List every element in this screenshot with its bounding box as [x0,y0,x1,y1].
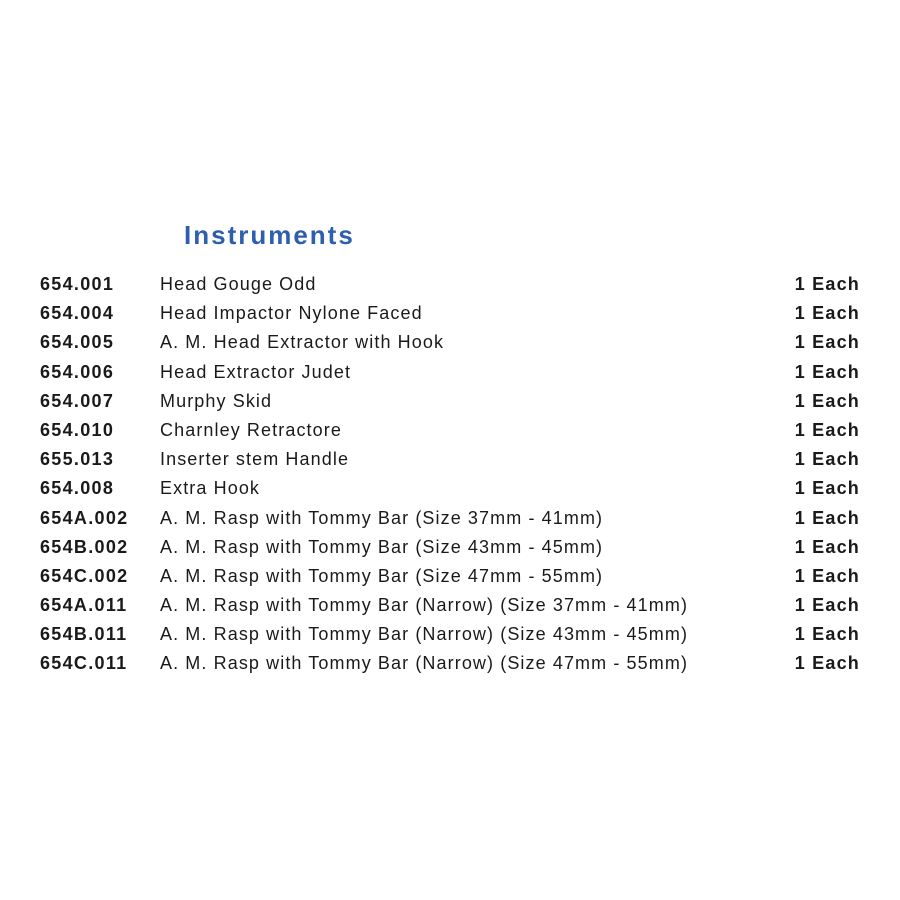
item-quantity: 1 Each [794,419,860,440]
list-item [40,591,860,620]
item-quantity: 1 Each [794,361,860,382]
item-description: A. M. Rasp with Tommy Bar (Size 47mm - 55mm) [160,565,604,586]
list-item [40,416,860,445]
item-code: 654C.011 [40,653,128,674]
item-quantity: 1 Each [794,332,860,353]
item-code: 654.005 [40,332,115,353]
list-item [40,445,860,474]
item-code: 654.008 [40,478,115,499]
item-description: A. M. Rasp with Tommy Bar (Size 37mm - 41mm) [160,507,604,528]
item-description: A. M. Rasp with Tommy Bar (Narrow) (Size 37mm - 41mm) [160,595,689,616]
list-item [40,474,860,503]
item-description: Head Impactor Nylone Faced [160,303,423,324]
item-description: Murphy Skid [160,390,273,411]
item-description: A. M. Rasp with Tommy Bar (Narrow) (Size 47mm - 55mm) [160,653,689,674]
item-code: 654B.002 [40,536,129,557]
instrument-list [40,270,860,679]
item-description: Inserter stem Handle [160,449,350,470]
item-quantity: 1 Each [794,478,860,499]
item-code: 654.006 [40,361,115,382]
list-item [40,328,860,357]
item-code: 654A.011 [40,595,128,616]
item-description: A. M. Rasp with Tommy Bar (Narrow) (Size 43mm - 45mm) [160,624,689,645]
item-code: 654A.002 [40,507,129,528]
item-quantity: 1 Each [794,595,860,616]
list-item [40,299,860,328]
item-code: 654.004 [40,303,115,324]
item-quantity: 1 Each [794,449,860,470]
item-code: 655.013 [40,449,115,470]
item-description: Extra Hook [160,478,261,499]
item-code: 654B.011 [40,624,128,645]
section-title: Instruments [184,220,355,250]
list-item [40,270,860,299]
list-item [40,562,860,591]
item-code: 654C.002 [40,565,129,586]
item-description: Charnley Retractore [160,419,342,440]
item-description: Head Extractor Judet [160,361,352,382]
item-quantity: 1 Each [794,653,860,674]
item-description: A. M. Rasp with Tommy Bar (Size 43mm - 45mm) [160,536,604,557]
list-item [40,358,860,387]
list-item [40,649,860,678]
item-code: 654.001 [40,274,115,294]
item-quantity: 1 Each [794,536,860,557]
item-description: A. M. Head Extractor with Hook [160,332,445,353]
item-quantity: 1 Each [794,565,860,586]
item-description: Head Gouge Odd [160,274,317,294]
list-item [40,387,860,416]
item-quantity: 1 Each [794,507,860,528]
item-code: 654.010 [40,419,115,440]
item-code: 654.007 [40,390,115,411]
item-quantity: 1 Each [794,624,860,645]
list-item [40,504,860,533]
item-quantity: 1 Each [794,303,860,324]
list-item [40,533,860,562]
list-item [40,620,860,649]
item-quantity: 1 Each [794,274,860,294]
item-quantity: 1 Each [794,390,860,411]
